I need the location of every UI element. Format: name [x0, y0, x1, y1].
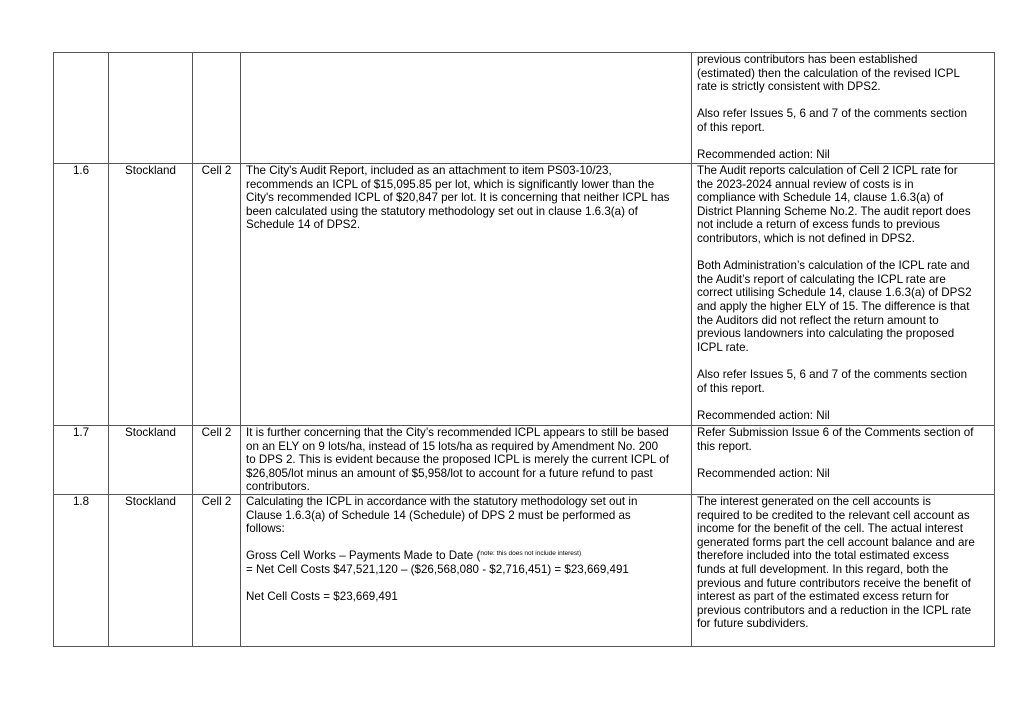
- submitter-name: Stockland: [109, 495, 193, 647]
- cost-formula: [246, 536, 686, 604]
- text-line: Recommended action: Nil: [697, 408, 830, 422]
- text-line: interest as part of the estimated excess return for: [697, 590, 949, 604]
- text-line: Calculating the ICPL in accordance with the statutory methodology set out in: [246, 495, 638, 508]
- text-line: $26,805/lot minus an amount of $5,958/lot to account for a future refund to past: [246, 466, 653, 480]
- text-line: Refer Submission Issue 6 of the Comments section of: [697, 426, 974, 439]
- text-line: Recommended action: Nil: [697, 466, 830, 480]
- administration-response: [692, 53, 995, 164]
- administration-response: [692, 164, 995, 426]
- text-line: previous contributors has been established: [697, 53, 918, 66]
- text-line: funds at full development. In this regard, both the: [697, 562, 949, 576]
- paragraph-gap: [697, 453, 989, 467]
- formula-lead: Gross Cell Works – Payments Made to Date (: [246, 549, 481, 563]
- text-line: The interest generated on the cell accounts is: [697, 495, 931, 508]
- formula-result: Net Cell Costs = $23,669,491: [246, 590, 398, 604]
- paragraph-gap: [697, 246, 989, 260]
- text-line: of this report.: [697, 120, 765, 134]
- text-line: this report.: [697, 439, 752, 453]
- text-line: been calculated using the statutory methodology set out in clause 1.6.3(a) of: [246, 204, 638, 218]
- text-line: previous contributors and a reduction in the ICPL rate: [697, 603, 972, 617]
- paragraph-gap: [697, 94, 989, 108]
- text-line: compliance with Schedule 14, clause 1.6.3(a) of: [697, 191, 944, 205]
- text-line: The Audit reports calculation of Cell 2 ICPL rate for: [697, 164, 958, 177]
- submission-issue: [241, 53, 692, 164]
- text-line: follows:: [246, 522, 285, 536]
- table-row: [54, 164, 995, 426]
- submission-issue: [241, 164, 692, 426]
- text-line: income for the benefit of the cell. The actual interest: [697, 522, 963, 536]
- text-line: Recommended action: Nil: [697, 148, 830, 162]
- submissions-table: [53, 52, 995, 647]
- text-line: previous landowners into calculating the proposed: [697, 327, 955, 341]
- text-line: the Auditors did not reflect the return amount to: [697, 313, 939, 327]
- issue-number: 1.6: [54, 164, 109, 426]
- text-line: for future subdividers.: [697, 617, 809, 631]
- text-line: generated forms part the cell account balance and are: [697, 535, 975, 549]
- text-line: not include a return of excess funds to previous: [697, 218, 940, 232]
- paragraph-gap: [697, 395, 989, 409]
- text-line: rate is strictly consistent with DPS2.: [697, 80, 881, 94]
- administration-response: [692, 495, 995, 647]
- text-line: the 2023-2024 annual review of costs is in: [697, 177, 914, 191]
- text-line: the Audit’s report of calculating the ICPL rate are: [697, 272, 946, 286]
- text-line: The City's Audit Report, included as an attachment to item PS03-10/23,: [246, 164, 612, 177]
- submission-issue: [241, 426, 692, 495]
- text-line: to DPS 2. This is evident because the proposed ICPL is merely the current ICPL of: [246, 453, 669, 467]
- cell-label: Cell 2: [193, 164, 241, 426]
- text-line: Both Administration’s calculation of the ICPL rate and: [697, 259, 970, 273]
- text-line: contributors, which is not defined in DPS2.: [697, 231, 915, 245]
- cell-label: [193, 53, 241, 164]
- text-line: correct utilising Schedule 14, clause 1.6.3(a) of DPS2: [697, 286, 972, 300]
- text-line: on an ELY on 9 lots/ha, instead of 15 lots/ha as required by Amendment No. 200: [246, 439, 659, 453]
- issue-number: 1.8: [54, 495, 109, 647]
- text-line: therefore included into the total estimated excess: [697, 549, 949, 563]
- formula-equation: = Net Cell Costs $47,521,120 – ($26,568,080 - $2,716,451) = $23,669,491: [246, 562, 629, 576]
- text-line: recommends an ICPL of $15,095.85 per lot, which is significantly lower than the: [246, 177, 655, 191]
- text-line: District Planning Scheme No.2. The audit report does: [697, 204, 971, 218]
- submitter-name: Stockland: [109, 426, 193, 495]
- table-row: [54, 495, 995, 647]
- issue-number: [54, 53, 109, 164]
- administration-response: [692, 426, 995, 495]
- paragraph-gap: [697, 135, 989, 149]
- text-line: Also refer Issues 5, 6 and 7 of the comments section: [697, 107, 968, 121]
- text-line: contributors.: [246, 480, 310, 494]
- text-line: It is further concerning that the City’s recommended ICPL appears to still be based: [246, 426, 669, 439]
- text-line: and apply the higher ELY of 15. The difference is that: [697, 299, 970, 313]
- text-line: Schedule 14 of DPS2.: [246, 218, 361, 232]
- paragraph-gap: [697, 354, 989, 368]
- text-line: ICPL rate.: [697, 340, 749, 354]
- cell-label: Cell 2: [193, 495, 241, 647]
- cell-label: Cell 2: [193, 426, 241, 495]
- text-line: Clause 1.6.3(a) of Schedule 14 (Schedule) of DPS 2 must be performed as: [246, 508, 631, 522]
- table-row: [54, 426, 995, 495]
- text-line: City's recommended ICPL of $20,847 per lot. It is concerning that neither ICPL has: [246, 191, 670, 205]
- text-line: required to be credited to the relevant cell account as: [697, 508, 970, 522]
- issue-number: 1.7: [54, 426, 109, 495]
- text-line: Also refer Issues 5, 6 and 7 of the comments section: [697, 367, 968, 381]
- text-line: previous and future contributors receive the benefit of: [697, 576, 971, 590]
- text-line: (estimated) then the calculation of the revised ICPL: [697, 66, 960, 80]
- table-row: [54, 53, 995, 164]
- submission-issue: [241, 495, 692, 647]
- text-line: of this report.: [697, 381, 765, 395]
- formula-note: note: this does not include interest): [480, 550, 582, 558]
- submitter-name: Stockland: [109, 164, 193, 426]
- submitter-name: [109, 53, 193, 164]
